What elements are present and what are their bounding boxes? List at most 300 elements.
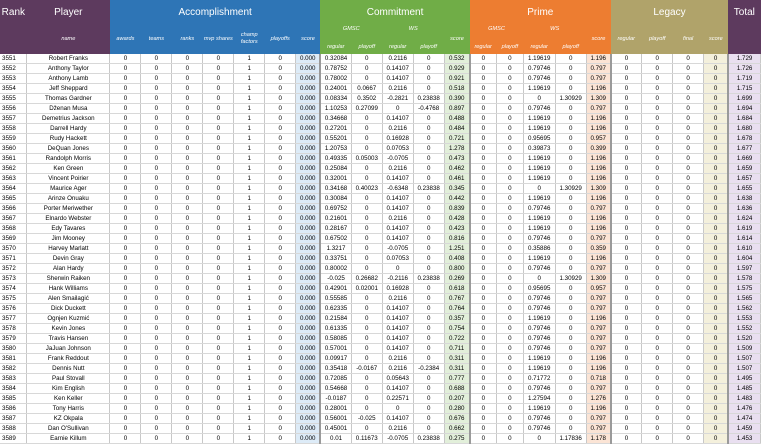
com-score-cell[interactable]: 0.800 [444,264,470,274]
pri-gmsc-regular-cell[interactable]: 0 [470,164,497,174]
playoffs-cell[interactable]: 0 [265,374,296,384]
leg-regular-cell[interactable]: 0 [611,404,642,414]
leg-score-cell[interactable]: 0 [704,124,729,134]
playoffs-cell[interactable]: 0 [265,144,296,154]
pri-ws-regular-cell[interactable]: 0.79746 [523,324,555,334]
total-cell[interactable]: 1.657 [728,174,760,184]
champ-factors-cell[interactable]: 1 [234,314,265,324]
mvp-shares-cell[interactable]: 0 [203,114,234,124]
com-gmsc-playoff-cell[interactable]: 0 [351,134,382,144]
name-cell[interactable]: Frank Reddout [27,354,110,364]
pri-score-cell[interactable]: 0.718 [586,374,611,384]
champ-factors-cell[interactable]: 1 [234,184,265,194]
pri-gmsc-playoff-cell[interactable]: 0 [497,134,524,144]
name-cell[interactable]: Tony Harris [27,404,110,414]
pri-gmsc-playoff-cell[interactable]: 0 [497,374,524,384]
playoffs-cell[interactable]: 0 [265,124,296,134]
playoffs-cell[interactable]: 0 [265,294,296,304]
name-cell[interactable]: Maurice Ager [27,184,110,194]
ranks-cell[interactable]: 0 [172,374,203,384]
ranks-cell[interactable]: 0 [172,264,203,274]
pri-gmsc-regular-cell[interactable]: 0 [470,134,497,144]
com-ws-regular-cell[interactable]: 0.14107 [382,204,413,214]
com-ws-regular-cell[interactable]: 0.14107 [382,234,413,244]
pri-ws-playoff-cell[interactable]: 0 [555,154,586,164]
acc-score-cell[interactable]: 0.000 [296,364,321,374]
table-row[interactable] [0,344,761,354]
com-ws-regular-header[interactable]: regular [382,40,413,54]
pri-gmsc-playoff-cell[interactable]: 0 [497,194,524,204]
com-gmsc-playoff-cell[interactable]: 0 [351,234,382,244]
pri-gmsc-playoff-cell[interactable]: 0 [497,314,524,324]
pri-ws-regular-cell[interactable]: 0 [523,274,555,284]
leg-score-cell[interactable]: 0 [704,114,729,124]
total-cell[interactable]: 1.507 [728,354,760,364]
com-gmsc-playoff-cell[interactable]: 0.40023 [351,184,382,194]
com-score-cell[interactable]: 0.688 [444,384,470,394]
teams-cell[interactable]: 0 [141,74,172,84]
leg-playoff-cell[interactable]: 0 [642,134,673,144]
leg-final-cell[interactable]: 0 [673,204,704,214]
rank-cell[interactable]: 3585 [0,394,27,404]
teams-cell[interactable]: 0 [141,354,172,364]
awards-cell[interactable]: 0 [110,104,141,114]
acc-score-cell[interactable]: 0.000 [296,224,321,234]
pri-score-cell[interactable]: 0.797 [586,424,611,434]
com-ws-playoff-cell[interactable]: 0 [413,164,444,174]
com-ws-regular-cell[interactable]: 0 [382,104,413,114]
rank-cell[interactable]: 3563 [0,174,27,184]
pri-gmsc-playoff-cell[interactable]: 0 [497,174,524,184]
pri-score-cell[interactable]: 0.797 [586,64,611,74]
pri-ws-playoff-cell[interactable]: 0 [555,134,586,144]
leg-regular-cell[interactable]: 0 [611,294,642,304]
pri-ws-regular-header[interactable]: regular [523,40,555,54]
rank-cell[interactable]: 3566 [0,204,27,214]
leg-score-cell[interactable]: 0 [704,424,729,434]
pri-score-cell[interactable]: 1.196 [586,404,611,414]
leg-final-cell[interactable]: 0 [673,84,704,94]
awards-cell[interactable]: 0 [110,124,141,134]
com-gmsc-playoff-cell[interactable]: 0 [351,164,382,174]
total-cell[interactable]: 1.578 [728,274,760,284]
name-cell[interactable]: Thomas Gardner [27,94,110,104]
pri-score-cell[interactable]: 1.196 [586,224,611,234]
com-score-header[interactable]: score [444,24,470,54]
pri-ws-regular-cell[interactable]: 1.27594 [523,394,555,404]
com-gmsc-playoff-cell[interactable]: 0 [351,224,382,234]
teams-cell[interactable]: 0 [141,104,172,114]
com-ws-regular-cell[interactable]: 0 [382,404,413,414]
mvp-shares-cell[interactable]: 0 [203,254,234,264]
table-row[interactable] [0,114,761,124]
com-score-cell[interactable]: 0.207 [444,394,470,404]
com-gmsc-regular-cell[interactable]: 0.58085 [320,334,351,344]
champ-factors-cell[interactable]: 1 [234,244,265,254]
teams-cell[interactable]: 0 [141,164,172,174]
com-score-cell[interactable]: 0.488 [444,114,470,124]
champ-factors-cell[interactable]: 1 [234,434,265,444]
pri-gmsc-playoff-cell[interactable]: 0 [497,384,524,394]
leg-playoff-cell[interactable]: 0 [642,414,673,424]
mvp-shares-cell[interactable]: 0 [203,124,234,134]
pri-score-cell[interactable]: 1.196 [586,84,611,94]
pri-gmsc-playoff-cell[interactable]: 0 [497,434,524,444]
playoffs-cell[interactable]: 0 [265,164,296,174]
pri-gmsc-playoff-cell[interactable]: 0 [497,114,524,124]
com-gmsc-regular-cell[interactable]: 0.54668 [320,384,351,394]
leg-final-cell[interactable]: 0 [673,194,704,204]
mvp-shares-cell[interactable]: 0 [203,314,234,324]
com-gmsc-playoff-cell[interactable]: 0.27099 [351,104,382,114]
pri-ws-regular-cell[interactable]: 1.19619 [523,164,555,174]
ranks-cell[interactable]: 0 [172,284,203,294]
playoffs-cell[interactable]: 0 [265,314,296,324]
table-row[interactable] [0,424,761,434]
champ-factors-cell[interactable]: 1 [234,94,265,104]
leg-playoff-cell[interactable]: 0 [642,394,673,404]
ranks-cell[interactable]: 0 [172,154,203,164]
total-cell[interactable]: 1.604 [728,254,760,264]
commitment-header[interactable]: Commitment [320,0,469,24]
teams-cell[interactable]: 0 [141,394,172,404]
pri-ws-playoff-cell[interactable]: 0 [555,354,586,364]
leg-final-cell[interactable]: 0 [673,294,704,304]
com-ws-regular-cell[interactable]: 0.05643 [382,374,413,384]
ranks-cell[interactable]: 0 [172,394,203,404]
leg-final-cell[interactable]: 0 [673,54,704,64]
pri-ws-regular-cell[interactable]: 0.79746 [523,294,555,304]
pri-ws-regular-cell[interactable]: 1.19619 [523,54,555,64]
leg-regular-cell[interactable]: 0 [611,244,642,254]
mvp-shares-cell[interactable]: 0 [203,344,234,354]
leg-regular-cell[interactable]: 0 [611,74,642,84]
mvp-shares-cell[interactable]: 0 [203,104,234,114]
teams-cell[interactable]: 0 [141,294,172,304]
pri-gmsc-playoff-cell[interactable]: 0 [497,54,524,64]
total-cell[interactable]: 1.614 [728,234,760,244]
awards-cell[interactable]: 0 [110,434,141,444]
com-ws-playoff-cell[interactable]: 0 [413,224,444,234]
pri-score-cell[interactable]: 0.797 [586,334,611,344]
pri-ws-regular-cell[interactable]: 0.71772 [523,374,555,384]
pri-ws-regular-cell[interactable]: 1.19619 [523,354,555,364]
leg-playoff-cell[interactable]: 0 [642,334,673,344]
total-cell[interactable]: 1.677 [728,144,760,154]
name-subheader[interactable]: name [27,24,110,54]
table-row[interactable] [0,144,761,154]
com-ws-playoff-cell[interactable]: 0 [413,284,444,294]
com-ws-playoff-cell[interactable]: 0 [413,144,444,154]
pri-gmsc-playoff-cell[interactable]: 0 [497,104,524,114]
leg-final-cell[interactable]: 0 [673,334,704,344]
leg-final-cell[interactable]: 0 [673,364,704,374]
pri-ws-playoff-cell[interactable]: 1.30929 [555,184,586,194]
teams-cell[interactable]: 0 [141,304,172,314]
com-ws-playoff-header[interactable]: playoff [413,40,444,54]
ranks-cell[interactable]: 0 [172,234,203,244]
leg-playoff-cell[interactable]: 0 [642,354,673,364]
total-cell[interactable]: 1.485 [728,384,760,394]
champ-factors-cell[interactable]: 1 [234,194,265,204]
com-score-cell[interactable]: 0.442 [444,194,470,204]
table-row[interactable] [0,194,761,204]
leg-score-cell[interactable]: 0 [704,164,729,174]
ranks-cell[interactable]: 0 [172,424,203,434]
name-cell[interactable]: Dženan Musa [27,104,110,114]
leg-regular-cell[interactable]: 0 [611,434,642,444]
com-gmsc-regular-cell[interactable]: 0.28167 [320,224,351,234]
leg-regular-cell[interactable]: 0 [611,94,642,104]
champ-factors-cell[interactable]: 1 [234,64,265,74]
table-row[interactable] [0,204,761,214]
acc-score-cell[interactable]: 0.000 [296,194,321,204]
com-gmsc-regular-cell[interactable]: 0.49335 [320,154,351,164]
leg-playoff-cell[interactable]: 0 [642,64,673,74]
total-cell[interactable]: 1.729 [728,54,760,64]
awards-cell[interactable]: 0 [110,394,141,404]
rank-cell[interactable]: 3571 [0,254,27,264]
ranks-cell[interactable]: 0 [172,214,203,224]
teams-cell[interactable]: 0 [141,234,172,244]
awards-cell[interactable]: 0 [110,424,141,434]
com-score-cell[interactable]: 0.311 [444,354,470,364]
leg-score-cell[interactable]: 0 [704,304,729,314]
com-ws-playoff-cell[interactable]: 0.23838 [413,434,444,444]
com-score-cell[interactable]: 0.767 [444,294,470,304]
com-score-cell[interactable]: 0.275 [444,434,470,444]
leg-score-cell[interactable]: 0 [704,434,729,444]
ranks-cell[interactable]: 0 [172,54,203,64]
leg-regular-cell[interactable]: 0 [611,334,642,344]
pri-ws-regular-cell[interactable]: 1.19619 [523,84,555,94]
pri-ws-regular-cell[interactable]: 1.19619 [523,174,555,184]
pri-gmsc-playoff-cell[interactable]: 0 [497,144,524,154]
mvp-shares-cell[interactable]: 0 [203,434,234,444]
pri-score-cell[interactable]: 1.196 [586,364,611,374]
acc-score-cell[interactable]: 0.000 [296,344,321,354]
table-row[interactable] [0,174,761,184]
legacy-header[interactable]: Legacy [611,0,728,24]
table-row[interactable] [0,284,761,294]
teams-cell[interactable]: 0 [141,264,172,274]
table-row[interactable] [0,104,761,114]
pri-ws-regular-cell[interactable]: 1.19619 [523,124,555,134]
name-cell[interactable]: DeQuan Jones [27,144,110,154]
com-gmsc-regular-cell[interactable]: 0.67502 [320,234,351,244]
com-gmsc-playoff-cell[interactable]: 0 [351,64,382,74]
pri-gmsc-regular-cell[interactable]: 0 [470,84,497,94]
pri-gmsc-regular-cell[interactable]: 0 [470,114,497,124]
acc-score-cell[interactable]: 0.000 [296,214,321,224]
pri-gmsc-regular-cell[interactable]: 0 [470,374,497,384]
table-row[interactable] [0,234,761,244]
pri-ws-regular-cell[interactable]: 0.95695 [523,134,555,144]
mvp-shares-cell[interactable]: 0 [203,294,234,304]
pri-score-cell[interactable]: 0.797 [586,234,611,244]
acc-score-cell[interactable]: 0.000 [296,54,321,64]
leg-regular-cell[interactable]: 0 [611,134,642,144]
pri-ws-regular-cell[interactable]: 1.19619 [523,314,555,324]
ranks-cell[interactable]: 0 [172,404,203,414]
name-cell[interactable]: Demetrius Jackson [27,114,110,124]
com-gmsc-regular-cell[interactable]: 0.80002 [320,264,351,274]
pri-score-cell[interactable]: 0.797 [586,344,611,354]
ranks-cell[interactable]: 0 [172,164,203,174]
com-gmsc-playoff-cell[interactable]: 0 [351,114,382,124]
playoffs-cell[interactable]: 0 [265,104,296,114]
leg-playoff-cell[interactable]: 0 [642,364,673,374]
pri-gmsc-regular-cell[interactable]: 0 [470,284,497,294]
leg-final-cell[interactable]: 0 [673,114,704,124]
pri-ws-playoff-cell[interactable]: 0 [555,304,586,314]
pri-gmsc-playoff-cell[interactable]: 0 [497,64,524,74]
playoffs-cell[interactable]: 0 [265,304,296,314]
champ-factors-cell[interactable]: 1 [234,144,265,154]
mvp-shares-cell[interactable]: 0 [203,144,234,154]
com-score-cell[interactable]: 0.423 [444,224,470,234]
rank-cell[interactable]: 3551 [0,54,27,64]
com-score-cell[interactable]: 0.357 [444,314,470,324]
pri-score-cell[interactable]: 1.309 [586,274,611,284]
pri-ws-regular-cell[interactable]: 0.39873 [523,144,555,154]
pri-score-cell[interactable]: 0.797 [586,104,611,114]
mvp-shares-cell[interactable]: 0 [203,94,234,104]
table-row[interactable] [0,154,761,164]
teams-cell[interactable]: 0 [141,434,172,444]
com-gmsc-regular-cell[interactable]: 0.55201 [320,134,351,144]
table-row[interactable] [0,84,761,94]
table-row[interactable] [0,434,761,444]
leg-playoff-cell[interactable]: 0 [642,344,673,354]
champ-factors-cell[interactable]: 1 [234,224,265,234]
ranks-cell[interactable]: 0 [172,84,203,94]
pri-score-cell[interactable]: 1.196 [586,154,611,164]
com-gmsc-regular-cell[interactable]: 0.24001 [320,84,351,94]
awards-cell[interactable]: 0 [110,214,141,224]
pri-score-cell[interactable]: 1.196 [586,54,611,64]
leg-playoff-cell[interactable]: 0 [642,424,673,434]
acc-score-cell[interactable]: 0.000 [296,234,321,244]
pri-ws-playoff-cell[interactable]: 0 [555,414,586,424]
leg-score-cell[interactable]: 0 [704,104,729,114]
com-gmsc-playoff-cell[interactable]: 0 [351,74,382,84]
total-cell[interactable]: 1.678 [728,134,760,144]
pri-score-cell[interactable]: 1.196 [586,164,611,174]
rank-cell[interactable]: 3569 [0,234,27,244]
playoffs-cell[interactable]: 0 [265,84,296,94]
com-gmsc-playoff-cell[interactable]: 0 [351,244,382,254]
table-row[interactable] [0,214,761,224]
com-gmsc-regular-cell[interactable]: 0.35418 [320,364,351,374]
leg-score-header[interactable]: score [704,24,729,54]
pri-gmsc-playoff-cell[interactable]: 0 [497,154,524,164]
pri-ws-regular-cell[interactable]: 1.19619 [523,114,555,124]
com-ws-regular-cell[interactable]: 0.14107 [382,74,413,84]
awards-cell[interactable]: 0 [110,84,141,94]
awards-cell[interactable]: 0 [110,344,141,354]
champ-factors-cell[interactable]: 1 [234,414,265,424]
pri-gmsc-regular-cell[interactable]: 0 [470,214,497,224]
com-score-cell[interactable]: 0.618 [444,284,470,294]
pri-gmsc-regular-cell[interactable]: 0 [470,414,497,424]
acc-score-cell[interactable]: 0.000 [296,334,321,344]
pri-ws-playoff-cell[interactable]: 0 [555,374,586,384]
com-ws-regular-cell[interactable]: -0.0705 [382,154,413,164]
pri-gmsc-regular-cell[interactable]: 0 [470,274,497,284]
leg-final-cell[interactable]: 0 [673,164,704,174]
ranks-cell[interactable]: 0 [172,384,203,394]
com-gmsc-playoff-cell[interactable]: 0.26682 [351,274,382,284]
com-ws-regular-cell[interactable]: 0.14107 [382,64,413,74]
champ-factors-cell[interactable]: 1 [234,404,265,414]
pri-ws-playoff-cell[interactable]: 0 [555,214,586,224]
pri-ws-regular-cell[interactable]: 1.19619 [523,254,555,264]
com-ws-regular-cell[interactable]: 0.14107 [382,384,413,394]
com-ws-regular-cell[interactable]: 0.2116 [382,214,413,224]
pri-gmsc-regular-cell[interactable]: 0 [470,94,497,104]
leg-regular-cell[interactable]: 0 [611,124,642,134]
leg-playoff-cell[interactable]: 0 [642,324,673,334]
mvp-shares-cell[interactable]: 0 [203,424,234,434]
champ-factors-cell[interactable]: 1 [234,154,265,164]
pri-gmsc-regular-cell[interactable]: 0 [470,144,497,154]
name-cell[interactable]: Harvey Marlatt [27,244,110,254]
leg-score-cell[interactable]: 0 [704,84,729,94]
mvp-shares-cell[interactable]: 0 [203,284,234,294]
ranks-cell[interactable]: 0 [172,134,203,144]
table-row[interactable] [0,74,761,84]
pri-gmsc-regular-cell[interactable]: 0 [470,424,497,434]
pri-gmsc-playoff-cell[interactable]: 0 [497,234,524,244]
acc-score-cell[interactable]: 0.000 [296,134,321,144]
com-gmsc-regular-cell[interactable]: 0.62335 [320,304,351,314]
pri-gmsc-regular-cell[interactable]: 0 [470,254,497,264]
ranks-cell[interactable]: 0 [172,184,203,194]
com-gmsc-header[interactable]: GMSC [320,24,382,40]
pri-ws-regular-cell[interactable]: 0.79746 [523,334,555,344]
rank-cell[interactable]: 3577 [0,314,27,324]
pri-gmsc-regular-cell[interactable]: 0 [470,54,497,64]
leg-final-cell[interactable]: 0 [673,264,704,274]
com-gmsc-regular-cell[interactable]: 0.42901 [320,284,351,294]
total-cell[interactable]: 1.453 [728,434,760,444]
com-gmsc-playoff-cell[interactable]: 0.3502 [351,94,382,104]
leg-playoff-cell[interactable]: 0 [642,154,673,164]
table-row[interactable] [0,264,761,274]
com-score-cell[interactable]: 0.662 [444,424,470,434]
teams-cell[interactable]: 0 [141,94,172,104]
pri-gmsc-playoff-cell[interactable]: 0 [497,224,524,234]
leg-playoff-cell[interactable]: 0 [642,74,673,84]
leg-final-cell[interactable]: 0 [673,274,704,284]
playoffs-cell[interactable]: 0 [265,244,296,254]
com-ws-regular-cell[interactable]: 0.2116 [382,124,413,134]
pri-ws-playoff-cell[interactable]: 0 [555,164,586,174]
rank-cell[interactable]: 3574 [0,284,27,294]
pri-ws-regular-cell[interactable]: 0.79746 [523,64,555,74]
com-ws-playoff-cell[interactable]: 0 [413,244,444,254]
total-cell[interactable]: 1.520 [728,334,760,344]
teams-cell[interactable]: 0 [141,414,172,424]
ranks-cell[interactable]: 0 [172,354,203,364]
com-score-cell[interactable]: 0.897 [444,104,470,114]
leg-regular-cell[interactable]: 0 [611,224,642,234]
pri-ws-regular-cell[interactable]: 1.19619 [523,194,555,204]
table-row[interactable] [0,134,761,144]
leg-regular-cell[interactable]: 0 [611,184,642,194]
com-ws-playoff-cell[interactable]: 0 [413,134,444,144]
